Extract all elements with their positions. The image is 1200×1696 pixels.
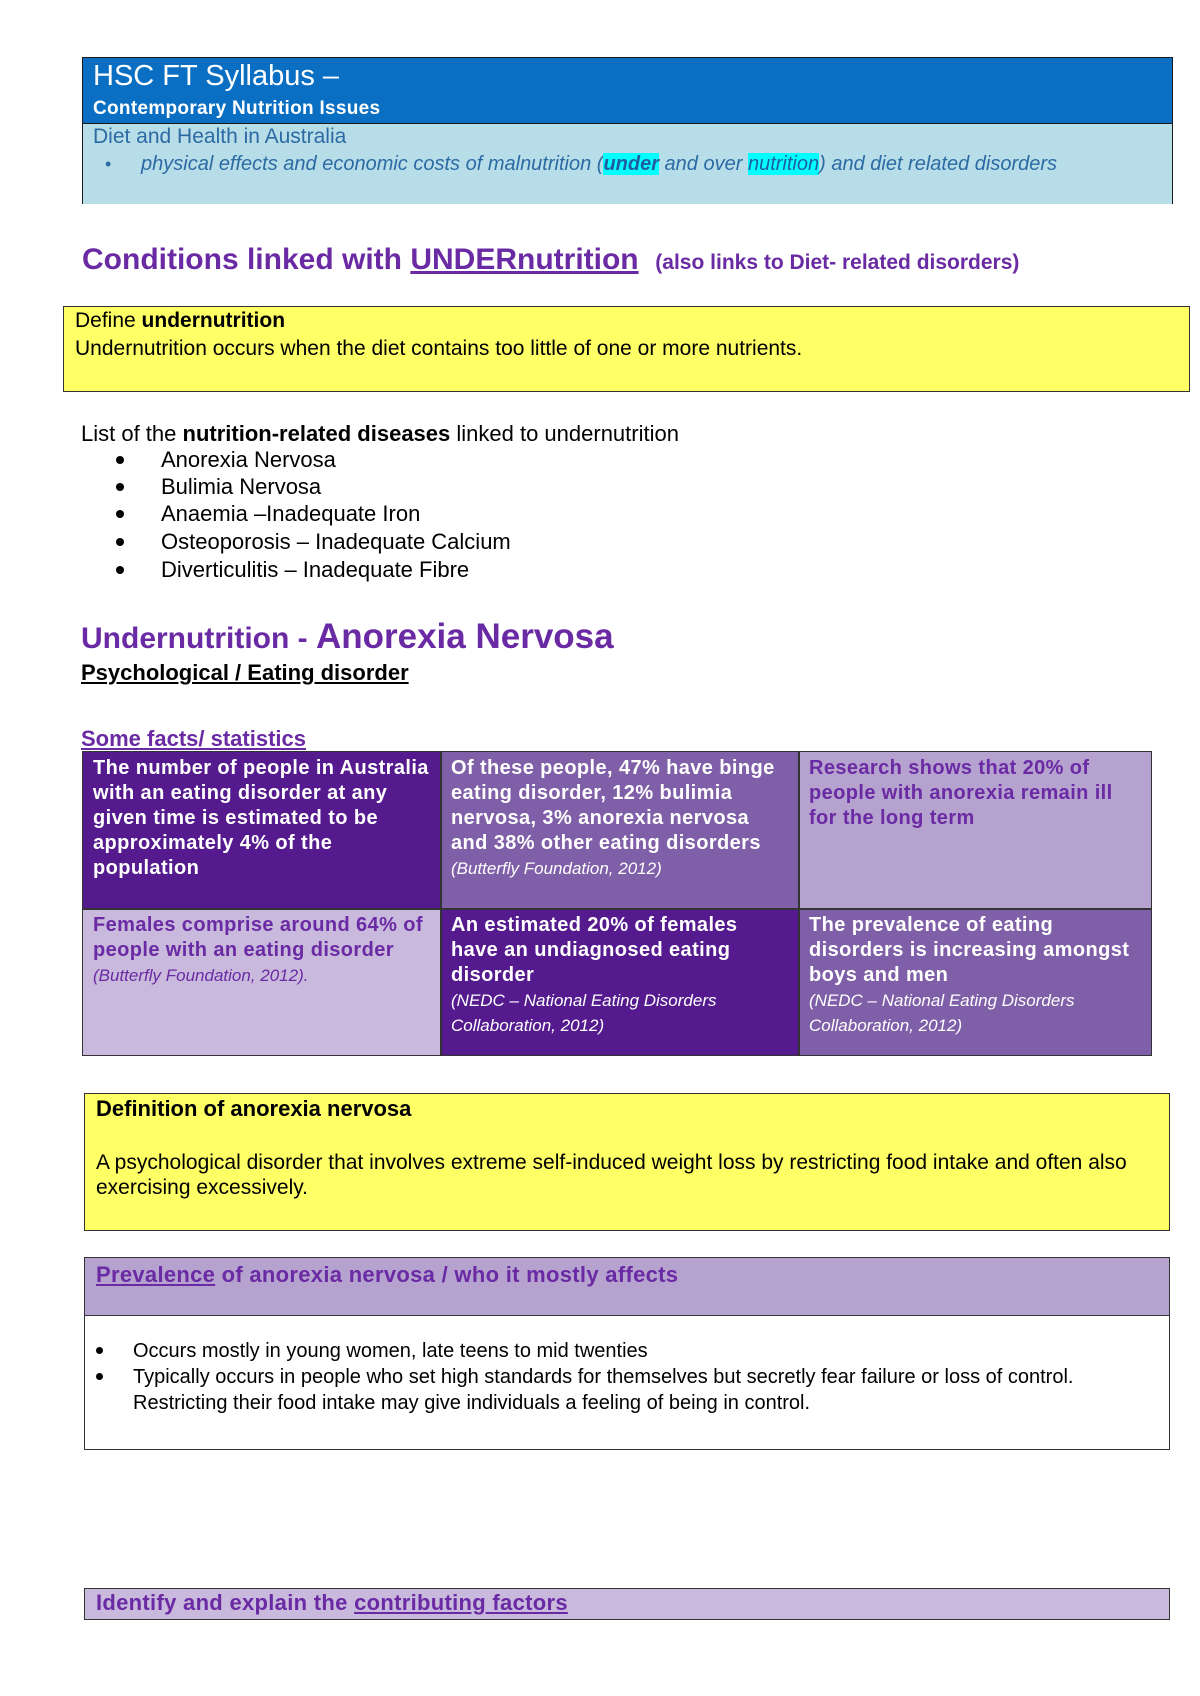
bullet-icon: [96, 1373, 103, 1380]
fact-cell: An estimated 20% of females have an undiagnosed eating disorder (NEDC – National Eating Disorders Collaboration, 2012): [441, 909, 799, 1055]
fact-cell: Research shows that 20% of people with anorexia remain ill for the long term: [799, 752, 1151, 909]
grid-divider: [440, 752, 442, 1055]
highlight-under: under: [603, 153, 659, 175]
definition-text: A psychological disorder that involves extreme self-induced weight loss by restricting food intake and often also exercising excessively.: [96, 1151, 1127, 1199]
bullet-icon: •: [105, 154, 112, 174]
disease-list-intro: List of the nutrition-related diseases linked to undernutrition: [81, 421, 679, 446]
syllabus-title: HSC FT Syllabus –: [93, 60, 340, 92]
section-heading-undernutrition: Conditions linked with UNDERnutrition (also links to Diet- related disorders): [82, 243, 1020, 276]
define-text: Undernutrition occurs when the diet contains too little of one or more nutrients.: [75, 337, 803, 360]
fact-cell: Females comprise around 64% of people with an eating disorder (Butterfly Foundation, 2012).: [83, 909, 441, 1055]
heading-note: (also links to Diet- related disorders): [655, 251, 1020, 274]
syllabus-header: [83, 58, 1172, 123]
fact-cell: The number of people in Australia with an eating disorder at any given time is estimated to be approximately 4% of the population: [83, 752, 441, 909]
facts-grid: [82, 751, 1152, 1056]
fact-cell: The prevalence of eating disorders is increasing amongst boys and men (NEDC – National Eating Disorders Collaboration, 2012): [799, 909, 1151, 1055]
bullet-icon: [116, 510, 124, 518]
bullet-icon: [116, 566, 124, 574]
prevalence-title: Prevalence of anorexia nervosa / who it mostly affects: [96, 1262, 679, 1287]
syllabus-topic-area: [83, 123, 1172, 204]
grid-divider: [798, 752, 800, 1055]
bullet-icon: [116, 538, 124, 546]
prevalence-header: [85, 1258, 1169, 1316]
define-undernutrition-box: [63, 306, 1190, 392]
define-label: Define undernutrition: [75, 309, 286, 332]
contributing-factors-title: Identify and explain the contributing factors: [96, 1590, 568, 1615]
grid-divider: [83, 908, 1151, 910]
bullet-icon: [116, 483, 124, 491]
syllabus-subtitle: Contemporary Nutrition Issues: [93, 98, 381, 119]
highlight-nutrition: nutrition: [747, 153, 820, 175]
bullet-icon: [116, 456, 124, 464]
contributing-factors-box: [84, 1588, 1170, 1620]
definition-title: Definition of anorexia nervosa: [96, 1096, 412, 1121]
disorder-type-subheading: Psychological / Eating disorder: [81, 660, 409, 685]
prevalence-box: Prevalence of anorexia nervosa / who it mostly affects Occurs mostly in young women, late teens to mid twenties Typically occurs in people who set high standards for themselves but secretly fear failure or loss of control. Restricting their food intake may give individuals a feeling of being in control.: [84, 1257, 1170, 1450]
facts-label: Some facts/ statistics: [81, 726, 306, 751]
syllabus-topic: Diet and Health in Australia: [93, 125, 347, 148]
syllabus-point: physical effects and economic costs of malnutrition (under and over nutrition) and diet related disorders: [141, 153, 1058, 175]
anorexia-definition-box: [84, 1093, 1170, 1231]
section-heading-anorexia: Undernutrition - Anorexia Nervosa: [81, 617, 614, 656]
bullet-icon: [96, 1347, 103, 1354]
fact-cell: Of these people, 47% have binge eating disorder, 12% bulimia nervosa, 3% anorexia nervosa and 38% other eating disorders (Butterfly Foundation, 2012): [441, 752, 799, 909]
syllabus-box: [82, 57, 1173, 204]
